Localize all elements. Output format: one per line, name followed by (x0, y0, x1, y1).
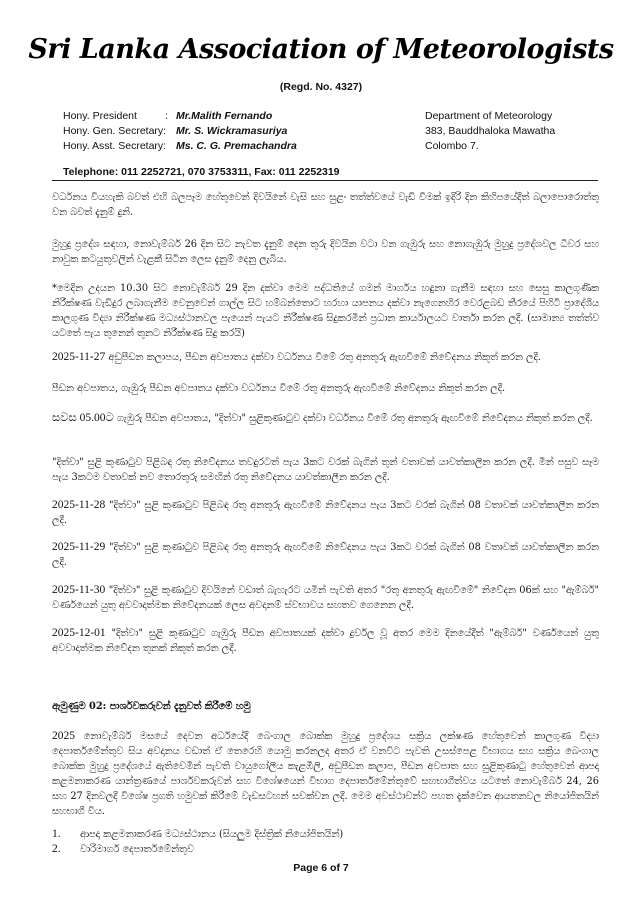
header-divider (52, 180, 598, 181)
date-label: 2025-11-29 (52, 541, 106, 553)
list-number: 1. (52, 828, 61, 840)
paragraph (52, 626, 599, 656)
address-line: Colombo 7. (425, 140, 479, 152)
paragraph (52, 498, 599, 528)
list-item (52, 843, 194, 855)
date-label: 2025-12-01 (52, 627, 106, 639)
officer-role: Hony. Gen. Secretary: (63, 125, 167, 137)
section-heading: ඇමුණුම 02: පාර්ශවකරුවන් දැනුවත් කිරීමේ හමු (52, 701, 251, 712)
paragraph (52, 729, 599, 819)
page-number: Page 6 of 7 (293, 862, 349, 874)
list-text: ආපදා කළමනාකරණ මධ්‍යස්ථානය (සියලුම දිස්ත්‍රික් නියෝජිතයින්) (80, 829, 344, 840)
officer-name: Ms. C. G. Premachandra (176, 140, 297, 152)
paragraph: වර්ධනය වියහැකි බවත් එහි බලපෑම හේතුවෙන් දිවයිනේ වැසි සහ සුළං තත්ත්වයේ වැඩි වීමක් ඉදිරි දින කිහිපයේදීත් බලාපොරොත්තු වන බවත් දැනුම් දුනි. (52, 192, 599, 218)
paragraph-text: "දිත්වා" සුළි කුණාටුව දිවයිනේ වඩාත් බැහැරට යමින් පැවති අතර "රතු අනතුරු ඇඟවීමේ" නිවේදන 06ක් සහ "ඇම්බර්" වර්ණයෙන් යුතු අවවාදාත්මක නිවේදනයක් ලෙස අවදානම් ස්වභාවය සහතව ගෙනෙන ලදී. (52, 585, 599, 611)
address-line: 383, Bauddhaloka Mawatha (425, 125, 556, 137)
paragraph (52, 583, 599, 613)
officer-role: Hony. Asst. Secretary: (63, 140, 167, 152)
officer-name: Mr.Malith Fernando (176, 110, 273, 122)
paragraph (52, 350, 599, 365)
registration-number: (Regd. No. 4327) (279, 81, 363, 93)
paragraph-text: අඩුපීඩන කලාපය, පීඩන අවපාතය දක්වා වර්ධනය වීමේ රතු අනතුරු ඇඟවීමේ නිවේදනය නිකුත් කරන ලදී. (108, 352, 541, 363)
telephone-line: Telephone: 011 2252721, 070 3753311, Fax: 011 2252319 (63, 166, 340, 178)
list-text: වාරිමාර්ග දෙපාර්තමේන්තුව (80, 844, 194, 855)
date-label: 2025-11-30 (52, 584, 106, 596)
paragraph-text: "දිත්වා" සුළි කුණාටුව පිළිබඳ රතු අනතුරු ඇඟවීමේ නිවේදනය පැය 3කට වරක් බැගින් 08 වතාවක් යාවත්කාලීන කරන ලදී. (52, 500, 599, 526)
association-title: Sri Lanka Association of Meteorologists (28, 34, 614, 65)
paragraph-text: "දිත්වා" සුළි කුණාටුව පිළිබඳ රතු අනතුරු ඇඟවීමේ නිවේදනය පැය 3කට වරක් බැගින් 08 වතාවක් යාවත්කාලීන කරන ලදී. (52, 542, 599, 568)
paragraph (52, 411, 599, 426)
officer-role: Hony. President (63, 110, 137, 122)
paragraph-text: "දිත්වා" සුළි කුණාටුව ගැඹුරු පීඩන අවපාතයක් දක්වා දුර්වල වූ අතර මෙම දිනයේදීත් "ඇම්බර්" වර්ණයෙන් යුතු අවවාදාත්මක නිවේදන තුනක් නිකුත් කරන ලදී. (52, 628, 599, 654)
list-item (52, 828, 343, 840)
paragraph: *මෙදින උදයන 10.30 සිට නොවැම්බර් 29 දින දක්වා මෙම පද්ධතියේ ගමන් මාර්ගය හඳුනා ගැනීම සඳහා සහ සෙසු කාලගුණික නිරීක්ෂණ වැඩිදුර ලබාගැනීම වෙනුවෙන් ගාල්ල සිට හම්බන්තොට හරහා යාපනය දක්වා නැගෙනහිර වෙරළබඩ තීරයේ පිහිටි ප්‍රාදේශීය කාලගුණ විද්‍යා නිරීක්ෂණ මධ්‍යස්ථානවල පැයෙන් පැයට නිරීක්ෂණ සිදුකරමින් ප්‍රධාන කාර්යාලයට වාර්තා කරන ලදී. (සාමාන්‍ය තත්ත්ව යටතේ පැය තුනෙන් තුනට නිරීක්ෂණ සිදු කරයි) (52, 283, 599, 339)
paragraph: මුහුදු ප්‍රදේශ සඳහා, නොවැම්බර් 26 දින සිට නැවත දැනුම් දෙන තුරු දිවයින වටා වන ගැඹුරු සහ නොගැඹුරු මුහුදු ප්‍රදේශවල ධීවර සහ නාවුක කටයුතුවලින් වැළකී සිටින ලෙස දැනුම් දෙනු ලැබිය. (52, 239, 599, 265)
date-label: 2025-11-28 (52, 499, 106, 511)
list-number: 2. (52, 843, 61, 855)
paragraph: "දිත්වා" සුළි කුණාටුව පිළිබඳ රතු නිවේදනය තවදුරටත් පැය 3කට වරක් බැගින් තුන් වතාවක් යාවත්කාලීන කරන ලදී. මින් පසුව සෑම පැය 3කටම වතාවක් නව තොරතුරු සමඟින් රතු නිවේදනය යාවත්කාලීන කරන ලදී. (52, 457, 599, 483)
address-line: Department of Meteorology (425, 110, 553, 122)
time-label: සවස 05.00ට (52, 412, 114, 424)
officer-colon: : (165, 110, 168, 122)
paragraph (52, 540, 599, 570)
paragraph-text: නොවැම්බර් මසයේ දෙවන අර්ධයේදී බෙංගාල බොක්ක මුහුදු ප්‍රදේශය සක්‍රිය ලක්ෂණ හේතුවෙන් කාලගුණ විද්‍යා දෙපාර්තමේන්තුව සිය අවදානය වඩාත් ඒ තෙරෙහි යොමු කරනලද අතර ඒ වනවිට පැවති උසස්පෙළ විභාගය සහ සක්‍රිය බෙංගාල බොක්ක මුහුදු ප්‍රදේශයේ ඇතිවෙමින් පැවති වායුගෝලීය කැළඹීලි, අඩුපීඩන කලාප, පීඩන අවපාත සහ සුළිකුණාටු හේතුවෙන් ආපදා කළමනාකරණ යාන්ත්‍රණයේ පාර්ශවකරුවන් සහ විශේෂයෙන් විභාග දෙපාර්තමේන්තුවේ සහභාගීත්වය යටතේ නොවැම්බර් 24, 26 සහ 27 දිනවලදී විශේෂ ප්‍රගති හමුවක් කිරීමේ වැඩසටහන් සවක්වන ලදී. මෙම අවස්ථාවන්ට පහත දැක්වෙන ආයතනවල නියෝජිතයින් සහභාගී විය. (52, 731, 599, 817)
year-label: 2025 (52, 730, 75, 742)
date-label: 2025-11-27 (52, 351, 106, 363)
paragraph: පීඩන අවපාතය, ගැඹුරු පීඩන අවපාතය දක්වා වර්ධනය වීමේ රතු අනතුරු ඇඟවීමේ නිවේදනය නිකුත් කරන ලදී. (52, 383, 506, 394)
paragraph-text: ගැඹුරු පීඩන අවපාතය, "දිත්වා" සුළිකුණාටුව දක්වා වර්ධනය වීමේ රතු අනතුරු ඇඟවීමේ නිවේදනය නිකුත් කරන ලදී. (116, 413, 593, 424)
officer-name: Mr. S. Wickramasuriya (176, 125, 288, 137)
